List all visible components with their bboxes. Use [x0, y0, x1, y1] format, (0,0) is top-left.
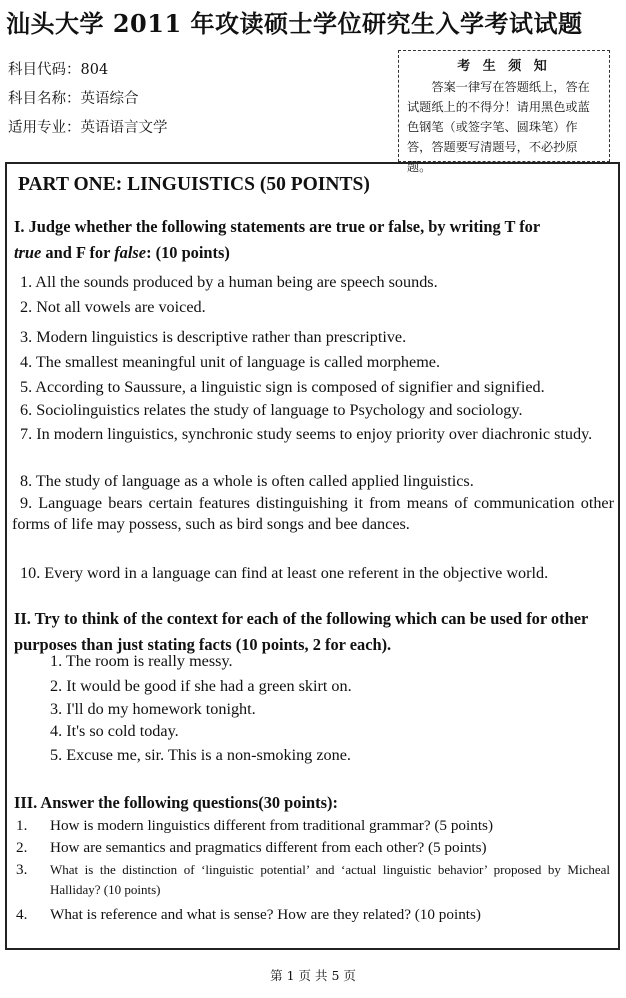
tf-item: 3. Modern linguistics is descriptive rather than prescriptive. — [20, 328, 407, 346]
part-title: PART ONE: LINGUISTICS (50 POINTS) — [18, 174, 370, 195]
question-number: 1. — [16, 817, 28, 834]
tf-item: 6. Sociolinguistics relates the study of language to Psychology and sociology. — [20, 401, 523, 419]
exam-meta — [8, 60, 168, 147]
section-3-heading: III. Answer the following questions(30 points): — [14, 793, 338, 812]
context-item: 1. The room is really messy. — [50, 652, 233, 670]
field-label: 适用专业： — [8, 120, 81, 136]
field-label: 科目代码： — [8, 62, 81, 78]
field-value: 804 — [80, 62, 109, 78]
question-number: 4. — [16, 906, 28, 923]
context-item: 5. Excuse me, sir. This is a non-smoking zone. — [50, 746, 351, 764]
question-text: What is the distinction of ‘linguistic potential’ and ‘actual linguistic behavior’ proposed by Micheal Halliday? (10 points) — [50, 862, 610, 897]
tf-item: 9. Language bears certain features distinguishing it from means of communication other forms of life may possess, such as bird songs and bee dances. — [12, 494, 614, 533]
context-item: 4. It's so cold today. — [50, 722, 179, 740]
tf-item: 7. In modern linguistics, synchronic study seems to enjoy priority over diachronic study. — [20, 425, 593, 443]
exam-title: 汕头大学 2011 年攻读硕士学位研究生入学考试试题 — [6, 9, 583, 38]
section-1-heading-b: and F for — [41, 243, 115, 262]
section-1-heading-a: I. Judge whether the following statements are true or false, by writing T for — [14, 217, 541, 236]
field-value: 英语语言文学 — [80, 120, 168, 136]
subject-name-row — [8, 89, 168, 118]
page-footer: 第 1 页 共 5 页 — [270, 968, 356, 983]
word-false: false — [114, 243, 147, 262]
candidate-notice-box — [398, 50, 610, 174]
field-value: 英语综合 — [80, 91, 139, 107]
tf-item: 10. Every word in a language can find at least one referent in the objective world. — [20, 564, 549, 582]
question-text: What is reference and what is sense? How are they related? (10 points) — [50, 906, 481, 923]
question-text: How are semantics and pragmatics different from each other? (5 points) — [50, 839, 487, 856]
section-1-heading-c: : (10 points) — [146, 243, 230, 262]
tf-item: 4. The smallest meaningful unit of language is called morpheme. — [20, 353, 441, 371]
context-item: 2. It would be good if she had a green skirt on. — [50, 677, 352, 695]
tf-item: 1. All the sounds produced by a human being are speech sounds. — [20, 273, 438, 291]
question-text: How is modern linguistics different from traditional grammar? (5 points) — [50, 817, 494, 834]
tf-item: 8. The study of language as a whole is often called applied linguistics. — [20, 472, 474, 490]
tf-item: 2. Not all vowels are voiced. — [20, 298, 206, 316]
subject-code-row — [8, 60, 168, 89]
field-label: 科目名称： — [8, 91, 81, 107]
notice-heading: 考 生 须 知 — [457, 59, 551, 74]
question-number: 2. — [16, 839, 28, 856]
word-true: true — [14, 243, 42, 262]
tf-item: 5. According to Saussure, a linguistic sign is composed of signifier and signified. — [20, 378, 545, 396]
notice-body: 答案一律写在答题纸上，答在试题纸上的不得分！请用黑色或蓝色钢笔（或签字笔、圆珠笔）作答，答题要写清题号，不必抄原题。 — [407, 80, 590, 174]
section-2-heading: II. Try to think of the context for each of the following which can be used for other purposes than just stating facts (10 points, 2 for each). — [14, 609, 588, 654]
section-1-heading — [14, 214, 614, 266]
context-item: 3. I'll do my homework tonight. — [50, 700, 256, 718]
major-row — [8, 118, 168, 147]
question-number: 3. — [16, 861, 28, 878]
